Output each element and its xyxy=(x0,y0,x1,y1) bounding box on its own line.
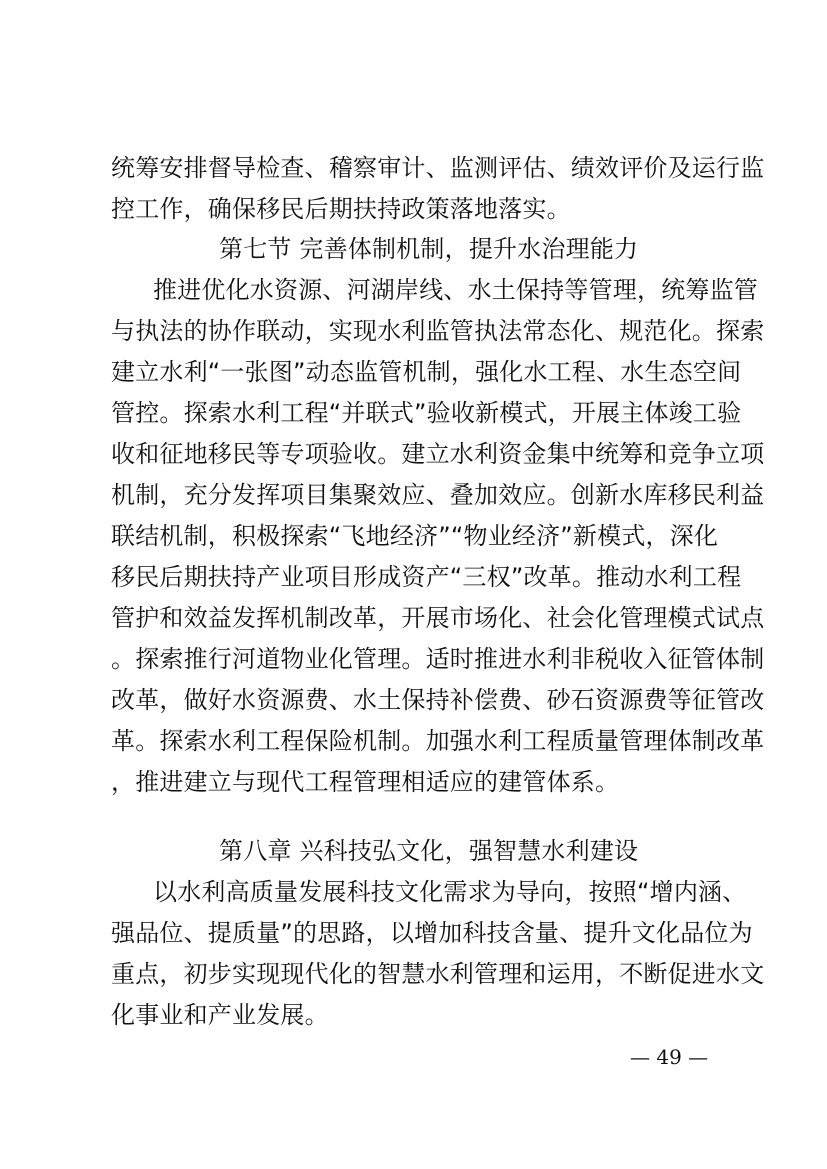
paragraph-line: 统筹安排督导检查、稽察审计、监测评估、绩效评价及运行监 xyxy=(111,154,765,182)
paragraph-line: 革。探索水利工程保险机制。加强水利工程质量管理体制改革 xyxy=(111,727,765,755)
section-heading: 第七节 完善体制机制，提升水治理能力 xyxy=(219,235,639,263)
paragraph-line: 推进优化水资源、河湖岸线、水土保持等管理，统筹监管 xyxy=(153,276,758,304)
paragraph-line: 移民后期扶持产业项目形成资产“三权”改革。推动水利工程 xyxy=(111,563,742,591)
paragraph-line: 改革，做好水资源费、水土保持补偿费、砂石资源费等征管改 xyxy=(111,686,765,714)
paragraph-line: ，推进建立与现代工程管理相适应的建管体系。 xyxy=(111,768,620,796)
paragraph-line: 联结机制，积极探索“飞地经济”“物业经济”新模式，深化 xyxy=(111,522,719,550)
paragraph-line: 以水利高质量发展科技文化需求为导向，按照“增内涵、 xyxy=(153,878,747,906)
paragraph-line: 管护和效益发挥机制改革，开展市场化、社会化管理模式试点 xyxy=(111,604,765,632)
paragraph-line: 重点，初步实现现代化的智慧水利管理和运用，不断促进水文 xyxy=(111,960,765,988)
paragraph-line: 与执法的协作联动，实现水利监管执法常态化、规范化。探索 xyxy=(111,317,765,345)
paragraph-line: 机制，充分发挥项目集聚效应、叠加效应。创新水库移民利益 xyxy=(111,481,765,509)
chapter-heading: 第八章 兴科技弘文化，强智慧水利建设 xyxy=(219,837,639,865)
paragraph-line: 化事业和产业发展。 xyxy=(111,1001,329,1029)
paragraph-line: 强品位、提质量”的思路，以增加科技含量、提升文化品位为 xyxy=(111,919,753,947)
paragraph-line: 建立水利“一张图”动态监管机制，强化水工程、水生态空间 xyxy=(111,358,742,386)
paragraph-line: 控工作，确保移民后期扶持政策落地落实。 xyxy=(111,195,571,223)
paragraph-line: 收和征地移民等专项验收。建立水利资金集中统筹和竞争立项 xyxy=(111,440,765,468)
page-number: — 49 — xyxy=(630,1045,709,1069)
paragraph-line: 管控。探索水利工程“并联式”验收新模式，开展主体竣工验 xyxy=(111,399,742,427)
paragraph-line: 。探索推行河道物业化管理。适时推进水利非税收入征管体制 xyxy=(111,645,765,673)
